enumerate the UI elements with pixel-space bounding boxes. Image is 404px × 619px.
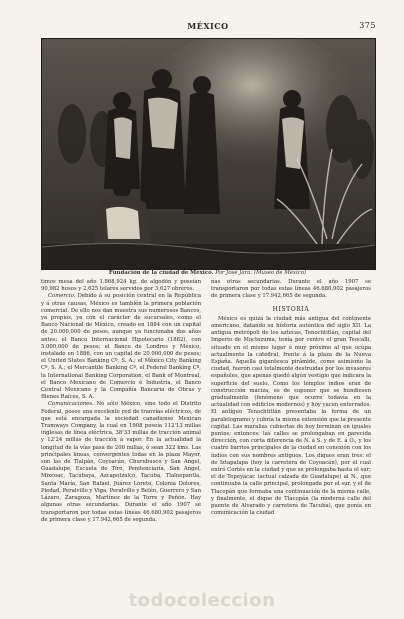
paragraph: nas otras secundarias. Durante el año 1907 se transportaron por todas estas líneas 46.680,902 pasajeros de primera clase y 17.942,665 de segunda. — [211, 279, 371, 300]
paragraph — [41, 401, 201, 523]
left-column — [41, 279, 201, 524]
caption-title: Fundación de la ciudad de México. — [108, 270, 214, 276]
page-header — [40, 21, 376, 33]
caption-author: Por José Jara. — [215, 270, 253, 276]
paragraph-lead: Comunicaciones. — [48, 401, 94, 408]
paragraph — [41, 293, 201, 401]
running-title: MÉXICO — [187, 21, 229, 31]
caption-source: (Museo de México) — [253, 270, 307, 276]
right-column — [211, 279, 371, 518]
page-number: 375 — [359, 21, 376, 30]
figure-caption — [41, 270, 374, 276]
watermark: todocoleccion — [128, 590, 276, 611]
paragraph: timos mesa del año 1.868,924 kg. de algodón y poseían 90,982 husos y 2,625 telares servidos por 3,627 obreros. — [41, 279, 201, 293]
illustration-artwork — [42, 39, 375, 269]
section-heading: HISTORIA — [272, 305, 310, 313]
paragraph-body: No sólo México, sino todo el Distrito Federal, posee una excelente red de tranvías eléctricos, de que está encargada la sociedad canadiense Mexican Tramways Company, la cual en 1908 poseía 112'13 millas inglesas de línea eléctrica, 38'33 millas de tracción animal y 12'24 millas de tracción á vapor. En la actualidad la longitud de la vías pasa de 200 millas, ó sean 322 kms. Las principales líneas, convergentes todas en la plaza Mayor, son las de Tlalpán, Coyoacán, Churubusco y San Angel, Guadalupe, Escuela de Tiro, Penitenciaría, San Angel, Mixcoac, Tacubaya, Azcapotzalco, Tacuba, Tlalnepantla, Santa María, San Rafael, Juárez Loreto, Colonia Dolores, Piedad, Peralvillo y Viga, Peralvillo y Belén, Guerrero y San Lázaro, Zaragoza, Martínez de la Torre y Peñón. Hay algunas otras secundarias. Durante el año 1907 se transportaron por todas estas líneas 46.680,902 pasajeros de primera clase y 17.942,665 de segunda. — [41, 401, 201, 523]
paragraph-lead: Comercio. — [48, 293, 76, 300]
engraving-illustration — [41, 38, 376, 270]
paragraph-body: Debido á su posición central en la República y á otras causas, México es también la primera población comercial. De ello nos dan muestra sus numerosos Bancos, ya propios, ya con el carácter de sucursales, como el Banco Nacional de México, creado en 1884 con un capital de 20.000,000 de pesos, aunque ya funcionaba dos años antes; el Banco Internacional Hipotecario (1882), con 5.000,000 de pesos; el Banco de Londres y México, instalado en 1886, con un capital de 20.000,000 de pesos; el United States Banking Cº, S. A.; el México City Banking Cº, S. A.; el Mercantile Banking Cº, el Federal Banking Cº, la International Banking Corporation, el Bank of Montreal, el Banco Mexicano de Comercio é Industria, el Banco Central Mexicano y la Compañía Bancaria de Obras y Bienes Raíces, S. A. — [41, 293, 202, 401]
paragraph: México es quizá la ciudad más antigua del continente americano, datando su historia auténtica del siglo XII. La antigua metrópoli de los aztecas, Tenochtitlán, capital del Imperio de Moctezuma, tenía por centro el gran Teocalli, situado en el mismo lugar ó muy próximo al que ocupa actualmente la catedral, frente á la plaza de la Nueva España. Aquella gigantesca pirámide, como asimismo la ciudad, fueron casi totalmente destruidas por los invasores españoles, que apenas quedó algún vestigio que indicara la superficie del suelo. Como los templos indios eran de construcción maciza, es de suponer que se hundiesen gradualmente (fenómeno que ocurre todavía en la actualidad con edificios modernos) y hoy yacen enterrados. El antiguo Tenochtitlán presentaba la forma de un paralelogramo y cubría la misma extensión que la presente capital. Las muralias cubiertas de hoy terminan en iguales puntos; entonces; las calles se prolongaban en parecida dirección, con corta diferencia de N. á S. y de E. á O., y los cuatro barrios principales de la ciudad en conexión con los índios con sus nombres antiguos. Los diques eran tres: el de Iztapalapa (hoy la carretera de Coyoacán), por el cual entró Cortés en la ciudad y que se prolongaba hasta el sur; el de Tepeyacac (actual calzada de Guadalupe) al N., que continuaba la calle principal, prolongada por el sur, y el de Tlacopán que formaba una continuación de la misma calle, y finalmente, el dique de Tlacopán (la moderna calle del puente de Alvarado y carretera de Tacuba), que ponía en comunicación la ciudad — [211, 315, 371, 517]
